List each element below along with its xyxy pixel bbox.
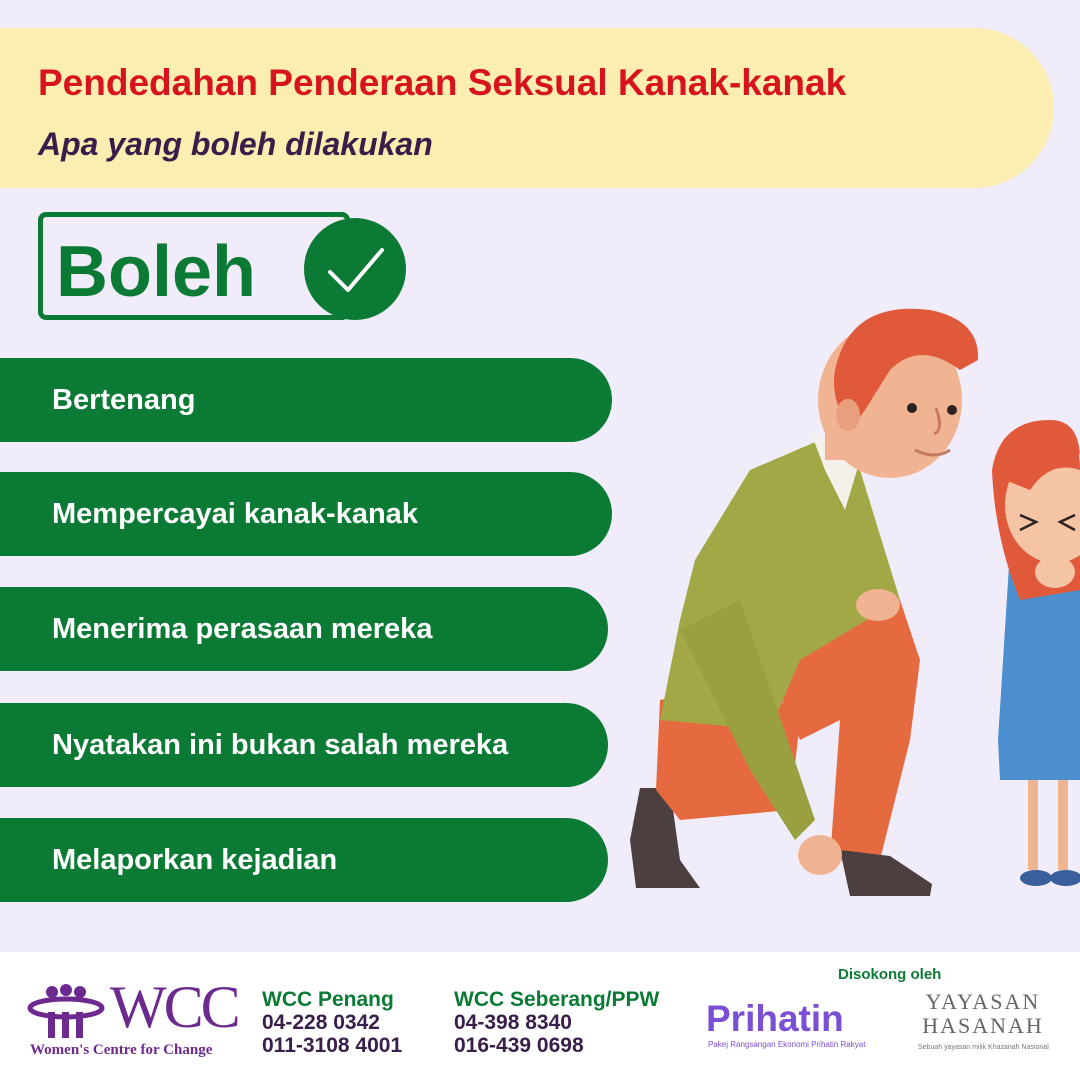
wcc-logo-text: WCC — [110, 974, 238, 1040]
contact-title: WCC Penang — [262, 988, 394, 1011]
contact-phone: 04-398 8340 — [454, 1011, 572, 1034]
footer — [0, 952, 1080, 1080]
list-item-label: Nyatakan ini bukan salah mereka — [52, 728, 509, 761]
supported-by-label: Disokong oleh — [838, 966, 942, 983]
contact-phone: 04-228 0342 — [262, 1011, 380, 1034]
contact-phone: 016-439 0698 — [454, 1034, 584, 1057]
contact-title: WCC Seberang/PPW — [454, 988, 660, 1011]
contact-wcc-penang — [262, 988, 402, 1057]
prihatin-logo: Prihatin — [706, 998, 844, 1039]
list-item-label: Menerima perasaan mereka — [52, 612, 433, 645]
list-item-nyatakan — [0, 703, 608, 787]
prihatin-tagline: Pakej Rangsangan Ekonomi Prihatin Rakyat — [708, 1040, 866, 1049]
yayasan-tagline: Sebuah yayasan milik Khazanah Nasional — [918, 1044, 1049, 1051]
wcc-logo-icon — [26, 982, 106, 1042]
list-item-mempercayai — [0, 472, 612, 556]
header-banner — [0, 28, 1054, 188]
list-item-bertenang — [0, 358, 612, 442]
list-item-label: Bertenang — [52, 383, 196, 416]
list-item-menerima — [0, 587, 608, 671]
yayasan-hasanah-logo: YAYASAN HASANAH — [922, 989, 1044, 1038]
check-icon — [304, 218, 406, 320]
list-item-label: Melaporkan kejadian — [52, 843, 338, 876]
wcc-tagline: Women's Centre for Change — [30, 1042, 213, 1058]
page-title: Pendedahan Penderaan Seksual Kanak-kanak — [38, 62, 847, 103]
list-item-melaporkan — [0, 818, 608, 902]
kneeling-man-and-girl-illustration — [600, 300, 1080, 910]
boleh-label: Boleh — [56, 232, 257, 312]
contact-wcc-seberang — [454, 988, 659, 1057]
list-item-label: Mempercayai kanak-kanak — [52, 497, 418, 530]
contact-phone: 011-3108 4001 — [262, 1034, 403, 1057]
page-subtitle: Apa yang boleh dilakukan — [38, 126, 433, 162]
